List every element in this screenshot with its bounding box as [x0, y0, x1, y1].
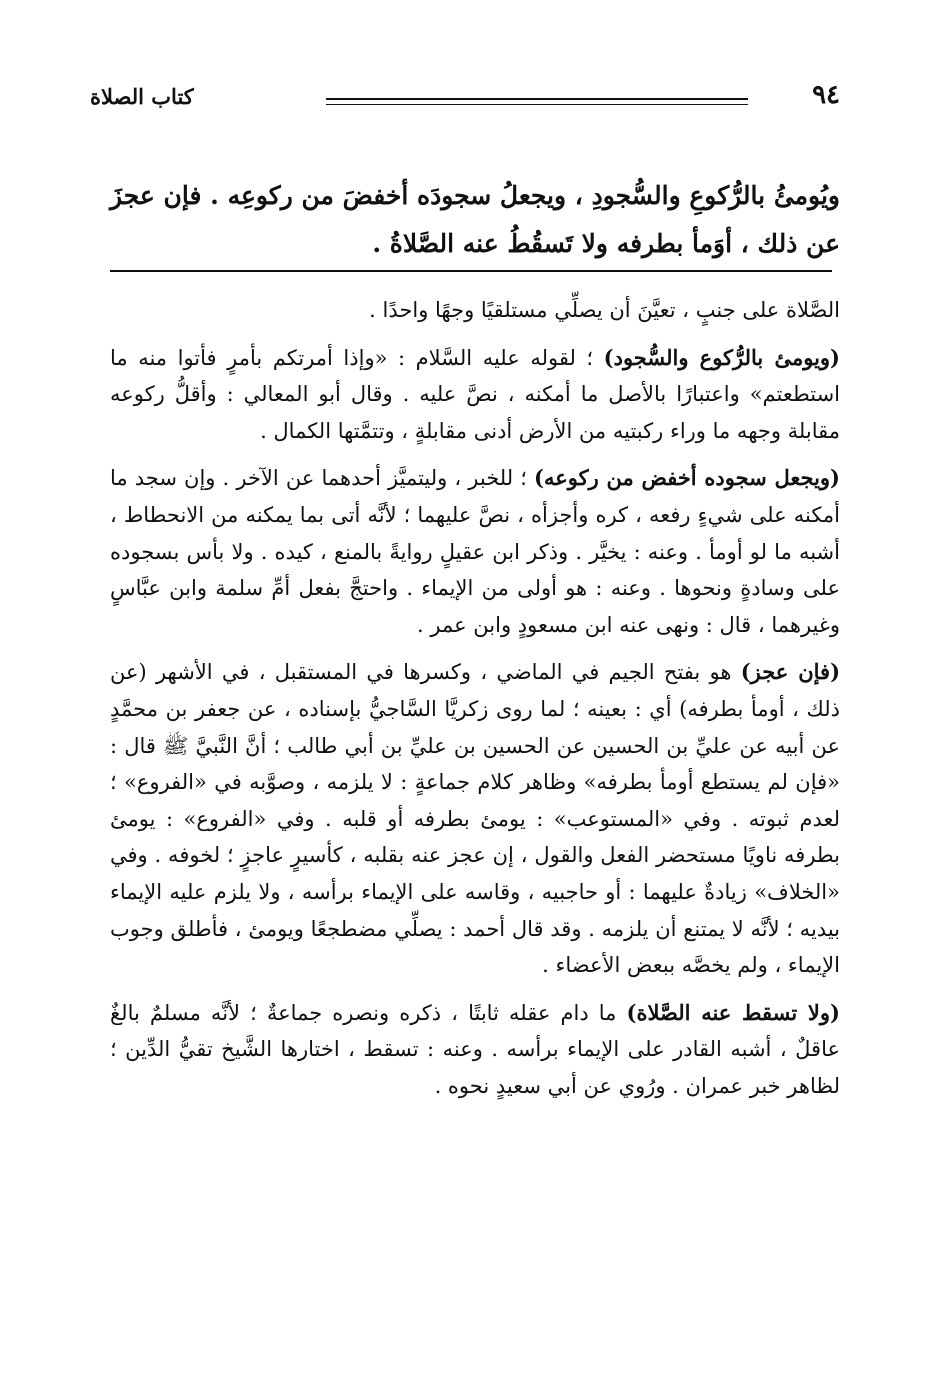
page-number: ٩٤ — [812, 80, 840, 110]
commentary-text: هو بفتح الجيم في الماضي ، وكسرها في المستقبل ، في الأشهر (عن ذلك ، أومأ بطرفه) أي : بعينه ؛ لما روى زكريَّا السَّاجيُّ بإسناده ، عن جعفر بن محمَّدٍ عن أبيه عن عليِّ بن الحسين عن الحسين بن عليِّ بن أبي طالب ؛ أنَّ النَّبيَّ ﷺ قال : «فإن لم يستطع أومأ بطرفه» وظاهر كلام جماعةٍ : لا يلزمه ، وصوَّبه في «الفروع» ؛ لعدم ثبوته . وفي «المستوعب» : يومئ بطرفه أو قلبه . وفي «الفروع» : يومئ بطرفه ناويًا مستحضر الفعل والقول ، إن عجز عنه بقلبه ، كأسيرٍ عاجزٍ ؛ لخوفه . وفي «الخلاف» زيادةٌ عليهما : أو حاجبيه ، وقاسه على الإيماء برأسه ، ولا يلزم عليه الإيماء بيديه ؛ لأنَّه لا يمتنع أن يلزمه . وقد قال أحمد : يصلِّي مضطجعًا ويومئ ، فأطلق وجوب الإيماء ، ولم يخصَّه ببعض الأعضاء . — [110, 660, 840, 978]
header-rule — [326, 98, 748, 100]
running-title: كتاب الصلاة — [90, 84, 194, 109]
commentary-paragraph — [110, 654, 840, 983]
commentary-paragraph — [110, 460, 840, 643]
header-rule-thin — [326, 104, 748, 105]
commentary-text: ما دام عقله ثابتًا ، ذكره ونصره جماعةٌ ؛ لأنَّه مسلمٌ بالغٌ عاقلٌ ، أشبه القادر على الإيماء برأسه . وعنه : تسقط ، اختارها الشَّيخ تقيُّ الدِّين ؛ لظاهر خبر عمران . ورُوي عن أبي سعيدٍ نحوه . — [110, 1000, 840, 1098]
page-header — [90, 80, 840, 120]
commentary-paragraph — [110, 292, 840, 329]
commentary-text: ؛ للخبر ، وليتميَّز أحدهما عن الآخر . وإن سجد ما أمكنه على شيءٍ رفعه ، كره وأجزأه ، نصَّ عليهما ؛ لأنَّه أتى بما يمكنه من الانحطاط ، أشبه ما لو أومأ . وعنه : يخيَّر . وذكر ابن عقيلٍ روايةً بالمنع ، كيده . ولا بأس بسجوده على وسادةٍ ونحوها . وعنه : هو أولى من الإيماء . واحتجَّ بفعل أمِّ سلمة وابن عبَّاسٍ وغيرهما ، قال : ونهى عنه ابن مسعودٍ وابن عمر . — [110, 466, 841, 637]
commentary — [110, 292, 840, 1115]
main-text — [110, 172, 840, 268]
main-text-paragraph: ويُومئُ بالرُّكوعِ والسُّجودِ ، ويجعلُ سجودَه أخفضَ من ركوعِه . فإن عجزَ عن ذلك ، أوَمأ بطرفه ولا تَسقُطُ عنه الصَّلاةُ . — [109, 181, 840, 258]
quoted-phrase: (ويجعل سجوده أخفض من ركوعه) — [534, 465, 840, 491]
quoted-phrase: (ولا تسقط عنه الصَّلاة) — [626, 999, 840, 1025]
commentary-paragraph — [110, 995, 840, 1105]
commentary-paragraph — [110, 340, 840, 450]
quoted-phrase: (فإن عجز) — [740, 659, 841, 685]
quoted-phrase: (ويومئ بالرُّكوع والسُّجود) — [603, 344, 840, 370]
text-commentary-separator — [110, 270, 832, 272]
commentary-text: الصَّلاة على جنبٍ ، تعيَّنَ أن يصلِّي مستلقيًا وجهًا واحدًا . — [369, 298, 840, 322]
commentary-text: ؛ لقوله عليه السَّلام : «وإذا أمرتكم بأمرٍ فأتوا منه ما استطعتم» واعتبارًا بالأصل ما أمكنه ، نصَّ عليه . وقال أبو المعالي : وأقلُّ ركوعه مقابلة وجهه ما وراء ركبتيه من الأرض أدنى مقابلةٍ ، وتتمَّتها الكمال . — [110, 345, 840, 443]
